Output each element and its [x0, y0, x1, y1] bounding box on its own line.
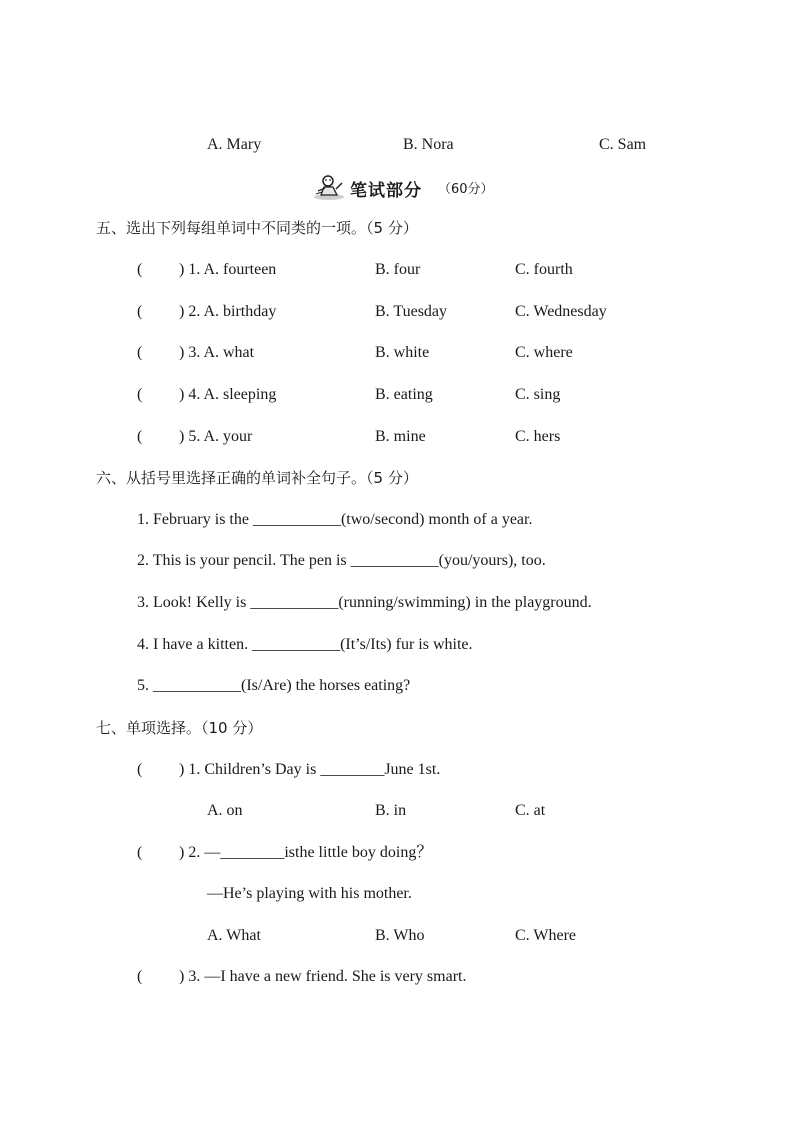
q7-1-text: ) 1. Children’s Day is ________June 1st.	[179, 761, 441, 778]
top-option-c: C. Sam	[599, 136, 647, 153]
q5-5-c: C. hers	[515, 428, 561, 445]
q5-1-c: C. fourth	[515, 261, 573, 278]
q7-2-dialogue: —He’s playing with his mother.	[207, 885, 412, 902]
q7-1-c: C. at	[515, 802, 546, 819]
writing-figure-icon	[312, 172, 346, 202]
q7-2-b: B. Who	[375, 927, 425, 944]
q5-4-b: B. eating	[375, 386, 433, 403]
q5-2-c: C. Wednesday	[515, 303, 607, 320]
answer-paren: (	[137, 968, 143, 985]
answer-paren: (	[137, 761, 143, 778]
q5-1-a: ) 1. A. fourteen	[179, 261, 277, 278]
q5-3-a: ) 3. A. what	[179, 344, 255, 361]
answer-paren: (	[137, 428, 143, 445]
written-part-header	[312, 172, 512, 202]
top-option-b: B. Nora	[403, 136, 454, 153]
q7-2-a: A. What	[207, 927, 261, 944]
answer-paren: (	[137, 303, 143, 320]
answer-paren: (	[137, 386, 143, 403]
q5-2-a: ) 2. A. birthday	[179, 303, 277, 320]
q5-3-b: B. white	[375, 344, 430, 361]
top-option-a: A. Mary	[207, 136, 262, 153]
q5-5-b: B. mine	[375, 428, 426, 445]
section5-title: 五、选出下列每组单词中不同类的一项。（5 分）	[96, 219, 418, 237]
q5-3-c: C. where	[515, 344, 573, 361]
answer-paren: (	[137, 344, 143, 361]
fill-item-5: 5. ___________(Is/Are) the horses eating?	[137, 677, 411, 694]
section6-title: 六、从括号里选择正确的单词补全句子。（5 分）	[96, 469, 418, 487]
fill-item-2: 2. This is your pencil. The pen is ___________(you/yours), too.	[137, 552, 546, 569]
q7-1-b: B. in	[375, 802, 407, 819]
q5-2-b: B. Tuesday	[375, 303, 448, 320]
section7-title: 七、单项选择。（10 分）	[96, 719, 263, 737]
q5-5-a: ) 5. A. your	[179, 428, 253, 445]
q7-1-a: A. on	[207, 802, 243, 819]
q7-2-text: ) 2. —________isthe little boy doing？	[179, 844, 433, 861]
q5-4-a: ) 4. A. sleeping	[179, 386, 277, 403]
answer-paren: (	[137, 261, 143, 278]
answer-paren: (	[137, 844, 143, 861]
q7-2-c: C. Where	[515, 927, 577, 944]
q7-3-text: ) 3. —I have a new friend. She is very smart.	[179, 968, 467, 985]
header-title: 笔试部分	[350, 181, 422, 201]
q5-4-c: C. sing	[515, 386, 561, 403]
fill-item-1: 1. February is the ___________(two/second) month of a year.	[137, 511, 533, 528]
header-score: （60分）	[438, 182, 494, 197]
fill-item-4: 4. I have a kitten. ___________(It’s/Its) fur is white.	[137, 636, 473, 653]
fill-item-3: 3. Look! Kelly is ___________(running/swimming) in the playground.	[137, 594, 592, 611]
q5-1-b: B. four	[375, 261, 421, 278]
